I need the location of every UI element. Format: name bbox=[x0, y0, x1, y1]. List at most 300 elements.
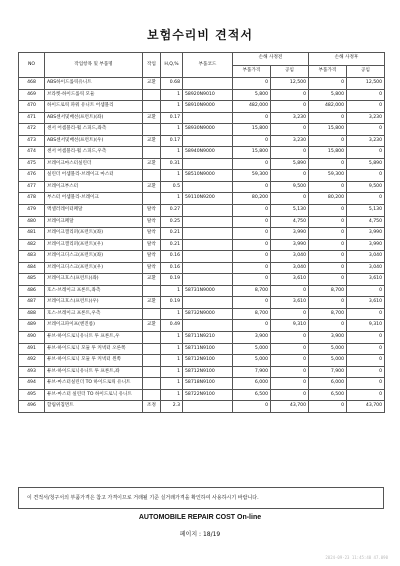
cell-after-parts: 0 bbox=[309, 205, 347, 217]
cell-before-parts: 0 bbox=[233, 78, 271, 90]
cell-before-parts: 0 bbox=[233, 239, 271, 251]
cell-work bbox=[143, 193, 161, 205]
cell-hours: 0.21 bbox=[161, 228, 183, 240]
cell-no: 484 bbox=[19, 262, 45, 274]
cell-hours: 0.17 bbox=[161, 135, 183, 147]
cell-item: 튜브-하이드로닉 모듈 투 커넥터 오른쪽 bbox=[45, 343, 143, 355]
table-row bbox=[19, 228, 385, 240]
cell-hours: 1 bbox=[161, 170, 183, 182]
header-before-parts: 부품가격 bbox=[233, 65, 271, 78]
cell-before-labor: 0 bbox=[271, 378, 309, 390]
cell-before-parts: 482,000 bbox=[233, 101, 271, 113]
header-after-parts: 부품가격 bbox=[309, 65, 347, 78]
cell-no: 479 bbox=[19, 205, 45, 217]
cell-after-labor: 0 bbox=[347, 308, 385, 320]
cell-code: 58722N9100 bbox=[183, 389, 233, 401]
cell-no: 478 bbox=[19, 193, 45, 205]
cell-after-labor: 4,750 bbox=[347, 216, 385, 228]
cell-no: 492 bbox=[19, 355, 45, 367]
cell-before-labor: 3,610 bbox=[271, 297, 309, 309]
cell-no: 485 bbox=[19, 274, 45, 286]
cell-work: 교환 bbox=[143, 78, 161, 90]
table-row bbox=[19, 158, 385, 170]
table-row bbox=[19, 251, 385, 263]
cell-before-labor: 3,990 bbox=[271, 228, 309, 240]
cell-after-parts: 80,200 bbox=[309, 193, 347, 205]
cell-item: 튜브-하이드로닉 모듈 투 커넥터 왼쪽 bbox=[45, 355, 143, 367]
table-row bbox=[19, 147, 385, 159]
cell-before-labor: 9,310 bbox=[271, 320, 309, 332]
cell-before-labor: 0 bbox=[271, 101, 309, 113]
cell-no: 470 bbox=[19, 101, 45, 113]
print-stamp: 2024-09-23 11:45:40 47.090 bbox=[325, 555, 388, 560]
table-row bbox=[19, 124, 385, 136]
table-row bbox=[19, 389, 385, 401]
cell-after-labor: 3,990 bbox=[347, 239, 385, 251]
cell-after-parts: 0 bbox=[309, 262, 347, 274]
cell-code: 58510N9000 bbox=[183, 170, 233, 182]
header-work: 작업 bbox=[143, 53, 161, 78]
cell-before-labor: 0 bbox=[271, 308, 309, 320]
header-before-labor: 공임 bbox=[271, 65, 309, 78]
cell-before-parts: 8,700 bbox=[233, 308, 271, 320]
cell-after-parts: 5,000 bbox=[309, 343, 347, 355]
cell-item: 튜브-하이드로닉유니트 투 프론트,우 bbox=[45, 332, 143, 344]
cell-no: 481 bbox=[19, 228, 45, 240]
table-row bbox=[19, 193, 385, 205]
cell-before-parts: 5,000 bbox=[233, 355, 271, 367]
cell-code: 58711N9100 bbox=[183, 343, 233, 355]
cell-item: 센서 어셈블리-휠 스피드,우측 bbox=[45, 147, 143, 159]
table-row bbox=[19, 308, 385, 320]
cell-after-labor: 0 bbox=[347, 332, 385, 344]
cell-after-labor: 9,500 bbox=[347, 181, 385, 193]
cell-item: 센서 어셈블리-휠 스피드,좌측 bbox=[45, 124, 143, 136]
cell-after-labor: 5,130 bbox=[347, 205, 385, 217]
table-body bbox=[19, 78, 385, 413]
cell-after-labor: 0 bbox=[347, 124, 385, 136]
cell-before-parts: 0 bbox=[233, 320, 271, 332]
cell-work bbox=[143, 147, 161, 159]
cell-after-labor: 0 bbox=[347, 343, 385, 355]
cell-no: 471 bbox=[19, 112, 45, 124]
cell-after-parts: 0 bbox=[309, 78, 347, 90]
cell-before-parts: 0 bbox=[233, 181, 271, 193]
cell-after-parts: 7,900 bbox=[309, 366, 347, 378]
cell-work bbox=[143, 170, 161, 182]
cell-no: 488 bbox=[19, 308, 45, 320]
table-row bbox=[19, 262, 385, 274]
cell-after-parts: 15,800 bbox=[309, 147, 347, 159]
cell-before-labor: 12,500 bbox=[271, 78, 309, 90]
cell-hours: 1 bbox=[161, 101, 183, 113]
cell-before-parts: 6,500 bbox=[233, 389, 271, 401]
cell-before-parts: 8,700 bbox=[233, 285, 271, 297]
cell-hours: 2.3 bbox=[161, 401, 183, 413]
cell-no: 480 bbox=[19, 216, 45, 228]
table-row bbox=[19, 78, 385, 90]
cell-after-parts: 482,000 bbox=[309, 101, 347, 113]
cell-after-parts: 0 bbox=[309, 112, 347, 124]
cell-item: 브레이크호스(프런트)(좌) bbox=[45, 274, 143, 286]
cell-item: 브레이크캘리퍼(프런트)(좌) bbox=[45, 228, 143, 240]
cell-after-labor: 0 bbox=[347, 355, 385, 367]
cell-work: 탈착 bbox=[143, 205, 161, 217]
table-row bbox=[19, 401, 385, 413]
cell-no: 486 bbox=[19, 285, 45, 297]
cell-hours: 1 bbox=[161, 343, 183, 355]
cell-after-parts: 5,800 bbox=[309, 89, 347, 101]
cell-hours: 1 bbox=[161, 308, 183, 320]
cell-work bbox=[143, 332, 161, 344]
cell-item: 부스터 어셈블리-브레이크 bbox=[45, 193, 143, 205]
cell-code bbox=[183, 239, 233, 251]
cell-hours: 1 bbox=[161, 389, 183, 401]
cell-after-labor: 5,890 bbox=[347, 158, 385, 170]
cell-item: 튜브-마스터 실린더 TO 하이드로닉 유니트 bbox=[45, 389, 143, 401]
cell-work bbox=[143, 378, 161, 390]
notice-text: 이 견적서/청구서의 부품가격은 참고 가격이므로 거래될 기준 실거래가격을 확인하여 사용하시기 바랍니다. bbox=[18, 487, 384, 509]
cell-before-labor: 3,040 bbox=[271, 251, 309, 263]
cell-after-parts: 6,500 bbox=[309, 389, 347, 401]
cell-after-labor: 3,610 bbox=[347, 297, 385, 309]
cell-after-parts: 15,800 bbox=[309, 124, 347, 136]
cell-code bbox=[183, 262, 233, 274]
cell-item: 브레이크캘리퍼(프런트)(우) bbox=[45, 239, 143, 251]
cell-before-parts: 0 bbox=[233, 205, 271, 217]
cell-hours: 1 bbox=[161, 147, 183, 159]
cell-code: 58712N9100 bbox=[183, 366, 233, 378]
cell-hours: 0.49 bbox=[161, 320, 183, 332]
cell-after-parts: 0 bbox=[309, 158, 347, 170]
cell-item: 브레이크부스터 bbox=[45, 181, 143, 193]
page-title: 보험수리비 견적서 bbox=[147, 28, 253, 42]
cell-before-parts: 59,300 bbox=[233, 170, 271, 182]
cell-after-labor: 0 bbox=[347, 378, 385, 390]
cell-after-parts: 0 bbox=[309, 274, 347, 286]
cell-work: 교환 bbox=[143, 135, 161, 147]
cell-no: 474 bbox=[19, 147, 45, 159]
cell-after-labor: 3,230 bbox=[347, 135, 385, 147]
cell-hours: 1 bbox=[161, 89, 183, 101]
cell-no: 491 bbox=[19, 343, 45, 355]
cell-code: 58910N9000 bbox=[183, 101, 233, 113]
cell-no: 475 bbox=[19, 158, 45, 170]
table-row bbox=[19, 285, 385, 297]
table-row bbox=[19, 355, 385, 367]
cell-item: ABS센서및배선(프런트)(좌) bbox=[45, 112, 143, 124]
cell-code bbox=[183, 320, 233, 332]
cell-before-labor: 5,130 bbox=[271, 205, 309, 217]
cell-work bbox=[143, 285, 161, 297]
header-before: 손해 사정전 bbox=[233, 53, 309, 66]
cell-before-labor: 0 bbox=[271, 124, 309, 136]
cell-after-labor: 3,040 bbox=[347, 262, 385, 274]
cell-code bbox=[183, 228, 233, 240]
cell-hours: 0.19 bbox=[161, 274, 183, 286]
cell-code bbox=[183, 181, 233, 193]
cell-code: 58940N9000 bbox=[183, 147, 233, 159]
cell-before-parts: 0 bbox=[233, 262, 271, 274]
table-row bbox=[19, 343, 385, 355]
table-row bbox=[19, 366, 385, 378]
cell-code: 58930N9000 bbox=[183, 124, 233, 136]
cell-hours: 0.25 bbox=[161, 216, 183, 228]
header-item: 작업항목 및 부품명 bbox=[45, 53, 143, 78]
cell-no: 490 bbox=[19, 332, 45, 344]
cell-work bbox=[143, 366, 161, 378]
table-row bbox=[19, 181, 385, 193]
cell-item: 할림위칩면트 bbox=[45, 401, 143, 413]
cell-hours: 0.31 bbox=[161, 158, 183, 170]
table-row bbox=[19, 297, 385, 309]
table-row bbox=[19, 274, 385, 286]
cell-code: 59110N9200 bbox=[183, 193, 233, 205]
cell-before-labor: 0 bbox=[271, 193, 309, 205]
cell-code: 58732N9000 bbox=[183, 308, 233, 320]
cell-after-parts: 5,000 bbox=[309, 355, 347, 367]
cell-work bbox=[143, 101, 161, 113]
table-row bbox=[19, 89, 385, 101]
cell-before-labor: 0 bbox=[271, 355, 309, 367]
cell-after-labor: 3,610 bbox=[347, 274, 385, 286]
cell-hours: 0.17 bbox=[161, 112, 183, 124]
cell-after-parts: 0 bbox=[309, 135, 347, 147]
cell-no: 494 bbox=[19, 378, 45, 390]
cell-item: 브레이크호스(프런트)(우) bbox=[45, 297, 143, 309]
cell-work bbox=[143, 308, 161, 320]
cell-no: 496 bbox=[19, 401, 45, 413]
cell-code bbox=[183, 216, 233, 228]
cell-item: 호스-브레이크 프론트,우측 bbox=[45, 308, 143, 320]
header-no: NO bbox=[19, 53, 45, 78]
cell-item: ABS하이드롤릭유니트 bbox=[45, 78, 143, 90]
cell-after-labor: 0 bbox=[347, 101, 385, 113]
cell-code bbox=[183, 274, 233, 286]
estimate-table bbox=[18, 52, 385, 413]
cell-after-parts: 0 bbox=[309, 216, 347, 228]
cell-work: 교환 bbox=[143, 274, 161, 286]
cell-before-parts: 0 bbox=[233, 274, 271, 286]
cell-code: 58920N9010 bbox=[183, 89, 233, 101]
cell-before-labor: 3,040 bbox=[271, 262, 309, 274]
table-row bbox=[19, 239, 385, 251]
cell-before-parts: 15,800 bbox=[233, 147, 271, 159]
cell-code bbox=[183, 78, 233, 90]
cell-code bbox=[183, 112, 233, 124]
cell-code bbox=[183, 297, 233, 309]
cell-after-labor: 0 bbox=[347, 366, 385, 378]
cell-after-parts: 6,000 bbox=[309, 378, 347, 390]
cell-after-labor: 0 bbox=[347, 285, 385, 297]
cell-after-labor: 3,990 bbox=[347, 228, 385, 240]
cell-no: 482 bbox=[19, 239, 45, 251]
cell-hours: 1 bbox=[161, 366, 183, 378]
cell-no: 493 bbox=[19, 366, 45, 378]
cell-work bbox=[143, 389, 161, 401]
cell-after-parts: 0 bbox=[309, 320, 347, 332]
cell-hours: 0.27 bbox=[161, 205, 183, 217]
cell-before-labor: 3,610 bbox=[271, 274, 309, 286]
cell-after-labor: 0 bbox=[347, 170, 385, 182]
cell-before-labor: 4,750 bbox=[271, 216, 309, 228]
cell-work: 교환 bbox=[143, 112, 161, 124]
cell-before-parts: 0 bbox=[233, 112, 271, 124]
cell-before-labor: 0 bbox=[271, 89, 309, 101]
cell-item: ABS센서및배선(프런트)(우) bbox=[45, 135, 143, 147]
cell-work: 조정 bbox=[143, 401, 161, 413]
cell-work: 탈착 bbox=[143, 251, 161, 263]
cell-before-labor: 9,500 bbox=[271, 181, 309, 193]
cell-before-labor: 0 bbox=[271, 366, 309, 378]
cell-work bbox=[143, 343, 161, 355]
header-after: 손해 사정후 bbox=[309, 53, 385, 66]
header-after-labor: 공임 bbox=[347, 65, 385, 78]
cell-before-parts: 3,900 bbox=[233, 332, 271, 344]
cell-hours: 0.19 bbox=[161, 297, 183, 309]
cell-after-parts: 59,300 bbox=[309, 170, 347, 182]
cell-work: 탈착 bbox=[143, 228, 161, 240]
cell-code bbox=[183, 135, 233, 147]
cell-work bbox=[143, 355, 161, 367]
cell-hours: 0.21 bbox=[161, 239, 183, 251]
cell-work: 탈착 bbox=[143, 262, 161, 274]
cell-after-parts: 8,700 bbox=[309, 285, 347, 297]
cell-item: 브라켓-하이드롤릭 모듈 bbox=[45, 89, 143, 101]
cell-no: 473 bbox=[19, 135, 45, 147]
cell-before-labor: 0 bbox=[271, 147, 309, 159]
cell-work: 교환 bbox=[143, 297, 161, 309]
cell-item: 브레이크페달 bbox=[45, 216, 143, 228]
cell-before-labor: 3,230 bbox=[271, 135, 309, 147]
cell-no: 489 bbox=[19, 320, 45, 332]
cell-item: 브레이크디스크(프런트)(좌) bbox=[45, 251, 143, 263]
cell-no: 468 bbox=[19, 78, 45, 90]
cell-before-labor: 0 bbox=[271, 285, 309, 297]
cell-before-labor: 3,990 bbox=[271, 239, 309, 251]
cell-before-parts: 6,000 bbox=[233, 378, 271, 390]
cell-work bbox=[143, 124, 161, 136]
cell-after-parts: 0 bbox=[309, 239, 347, 251]
cell-code bbox=[183, 158, 233, 170]
cell-no: 495 bbox=[19, 389, 45, 401]
cell-hours: 1 bbox=[161, 355, 183, 367]
cell-before-parts: 5,800 bbox=[233, 89, 271, 101]
cell-after-labor: 9,310 bbox=[347, 320, 385, 332]
cell-before-labor: 5,890 bbox=[271, 158, 309, 170]
cell-code: 58718N9100 bbox=[183, 378, 233, 390]
table-row bbox=[19, 216, 385, 228]
cell-item: 튜브-마스터실린더 TO 하이드로릭 유니트 bbox=[45, 378, 143, 390]
cell-before-labor: 43,700 bbox=[271, 401, 309, 413]
cell-item: 브레이크파이프(엔진룸) bbox=[45, 320, 143, 332]
cell-item: 튜브-하이드로닉유니트 투 프론트,좌 bbox=[45, 366, 143, 378]
cell-code bbox=[183, 205, 233, 217]
cell-no: 477 bbox=[19, 181, 45, 193]
cell-code: 58712N9100 bbox=[183, 355, 233, 367]
cell-before-labor: 0 bbox=[271, 343, 309, 355]
cell-code: 58711N9210 bbox=[183, 332, 233, 344]
table-row bbox=[19, 101, 385, 113]
table-row bbox=[19, 320, 385, 332]
cell-hours: 1 bbox=[161, 332, 183, 344]
cell-after-parts: 0 bbox=[309, 228, 347, 240]
cell-code: 58731N9000 bbox=[183, 285, 233, 297]
header-hours: H,Q,% bbox=[161, 53, 183, 78]
cell-after-parts: 8,700 bbox=[309, 308, 347, 320]
cell-before-parts: 80,200 bbox=[233, 193, 271, 205]
cell-after-labor: 0 bbox=[347, 193, 385, 205]
cell-after-parts: 0 bbox=[309, 251, 347, 263]
cell-no: 472 bbox=[19, 124, 45, 136]
table-row bbox=[19, 205, 385, 217]
cell-code bbox=[183, 401, 233, 413]
cell-after-labor: 0 bbox=[347, 89, 385, 101]
cell-hours: 0.68 bbox=[161, 78, 183, 90]
cell-after-parts: 3,900 bbox=[309, 332, 347, 344]
cell-before-parts: 0 bbox=[233, 297, 271, 309]
table-row bbox=[19, 332, 385, 344]
cell-hours: 0.5 bbox=[161, 181, 183, 193]
cell-item: 액셀러레이터페달 bbox=[45, 205, 143, 217]
cell-before-parts: 0 bbox=[233, 158, 271, 170]
page-number: 페이지 : 18/19 bbox=[179, 531, 221, 538]
cell-after-parts: 0 bbox=[309, 181, 347, 193]
cell-before-parts: 0 bbox=[233, 135, 271, 147]
header-code: 부품코드 bbox=[183, 53, 233, 78]
cell-no: 469 bbox=[19, 89, 45, 101]
cell-after-labor: 0 bbox=[347, 389, 385, 401]
cell-work: 교환 bbox=[143, 320, 161, 332]
cell-before-parts: 0 bbox=[233, 251, 271, 263]
cell-item: 호스-브레이크 프론트,좌측 bbox=[45, 285, 143, 297]
cell-before-parts: 0 bbox=[233, 216, 271, 228]
cell-after-labor: 43,700 bbox=[347, 401, 385, 413]
cell-before-parts: 15,800 bbox=[233, 124, 271, 136]
cell-before-labor: 0 bbox=[271, 170, 309, 182]
cell-after-labor: 3,230 bbox=[347, 112, 385, 124]
cell-code bbox=[183, 251, 233, 263]
footer-title: AUTOMOBILE REPAIR COST On-line bbox=[138, 514, 262, 521]
cell-no: 483 bbox=[19, 251, 45, 263]
cell-before-labor: 0 bbox=[271, 332, 309, 344]
cell-after-labor: 3,040 bbox=[347, 251, 385, 263]
cell-hours: 1 bbox=[161, 193, 183, 205]
cell-hours: 1 bbox=[161, 378, 183, 390]
cell-before-parts: 5,000 bbox=[233, 343, 271, 355]
cell-item: 실린더 어셈블리-브레이크 마스터 bbox=[45, 170, 143, 182]
cell-no: 476 bbox=[19, 170, 45, 182]
cell-hours: 0.16 bbox=[161, 262, 183, 274]
cell-work: 교환 bbox=[143, 158, 161, 170]
cell-item: 하이드로릭 파워 유니트 어셈블리 bbox=[45, 101, 143, 113]
cell-hours: 1 bbox=[161, 285, 183, 297]
cell-work: 탈착 bbox=[143, 216, 161, 228]
cell-before-parts: 0 bbox=[233, 401, 271, 413]
table-row bbox=[19, 112, 385, 124]
cell-hours: 0.16 bbox=[161, 251, 183, 263]
table-row bbox=[19, 378, 385, 390]
cell-hours: 1 bbox=[161, 124, 183, 136]
cell-item: 브레이크디스크(프런트)(우) bbox=[45, 262, 143, 274]
table-header bbox=[19, 53, 385, 78]
cell-work: 교환 bbox=[143, 181, 161, 193]
cell-work bbox=[143, 89, 161, 101]
cell-work: 탈착 bbox=[143, 239, 161, 251]
cell-before-labor: 3,230 bbox=[271, 112, 309, 124]
cell-after-labor: 0 bbox=[347, 147, 385, 159]
cell-before-parts: 0 bbox=[233, 228, 271, 240]
